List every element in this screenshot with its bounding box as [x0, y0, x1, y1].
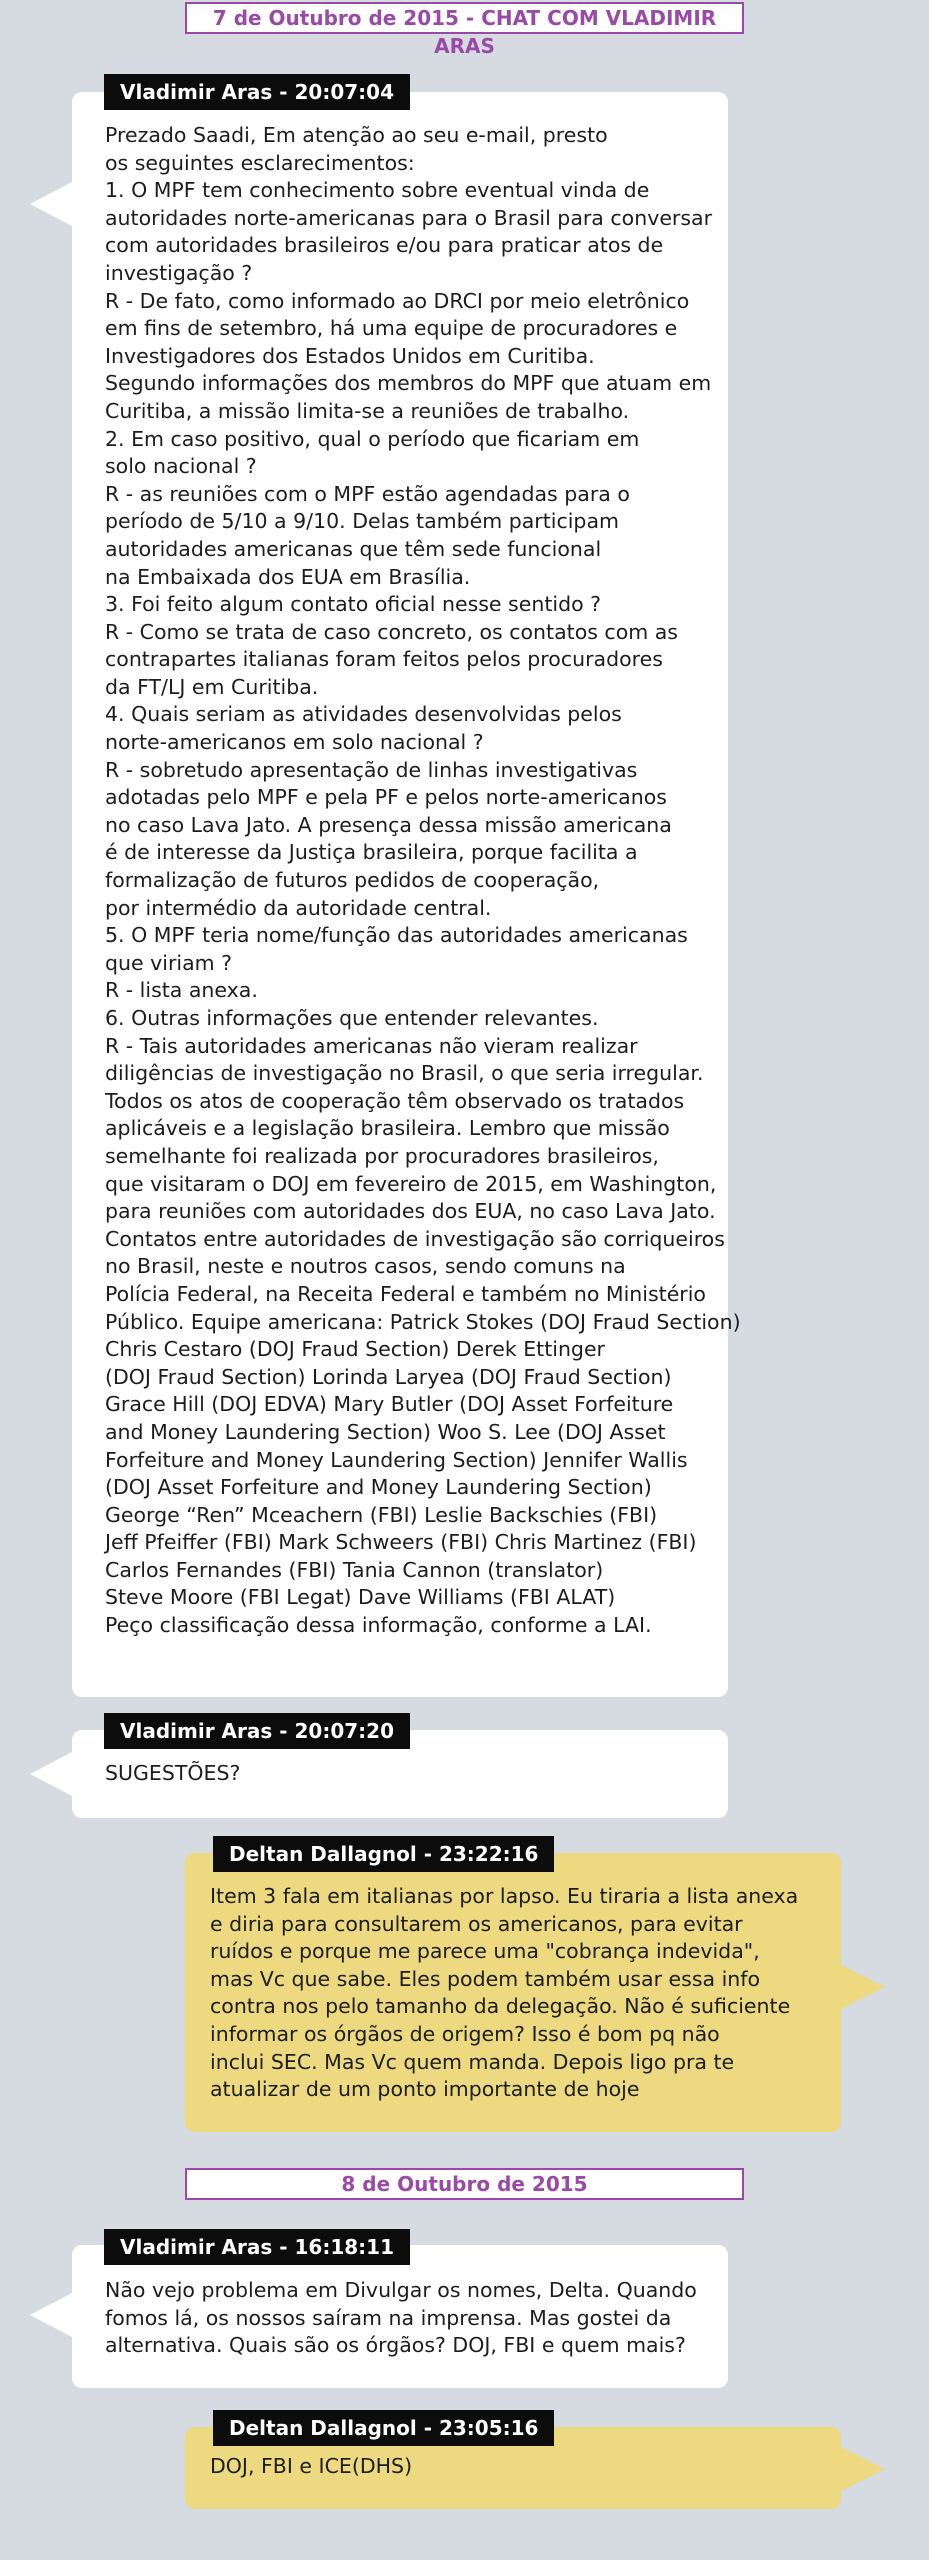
bubble-tail: [30, 1752, 72, 1796]
bubble-tail: [30, 182, 72, 226]
sender-label: Vladimir Aras - 16:18:11: [104, 2229, 410, 2265]
message-text: SUGESTÕES?: [105, 1761, 241, 1785]
sender-label: Vladimir Aras - 20:07:20: [104, 1713, 410, 1749]
date-header: 7 de Outubro de 2015 - CHAT COM VLADIMIR ARAS: [185, 2, 744, 34]
bubble-tail: [841, 2447, 885, 2491]
message-bubble: [185, 1853, 841, 2132]
date-header: 8 de Outubro de 2015: [185, 2168, 744, 2200]
message-bubble: [72, 2245, 728, 2388]
bubble-tail: [30, 2293, 72, 2337]
sender-label: Deltan Dallagnol - 23:22:16: [213, 1836, 554, 1872]
message-text: Não vejo problema em Divulgar os nomes, Delta. Quando fomos lá, os nossos saíram na imprensa. Mas gostei da alternativa. Quais são os órgãos? DOJ, FBI e quem mais?: [105, 2278, 697, 2358]
message-text: DOJ, FBI e ICE(DHS): [210, 2454, 413, 2478]
bubble-tail: [841, 1965, 885, 2009]
sender-label: Vladimir Aras - 20:07:04: [104, 74, 410, 110]
message-text: Item 3 fala em italianas por lapso. Eu tiraria a lista anexa e diria para consultarem os americanos, para evitar ruídos e porque me parece uma "cobrança indevida", mas Vc que sabe. Eles podem também usar essa info contra nos pelo tamanho da delegação. Não é suficiente informar os órgãos de origem? Isso é bom pq não inclui SEC. Mas Vc quem manda. Depois ligo pra te atualizar de um ponto importante de hoje: [210, 1884, 799, 2102]
message-text: Prezado Saadi, Em atenção ao seu e-mail, presto os seguintes esclarecimentos: 1. O MPF tem conhecimento sobre eventual vinda de autoridades norte-americanas para o Brasil para conversar com autoridades brasileiros e/ou para praticar atos de investigação ? R - De fato, como informado ao DRCI por meio eletrônico em fins de setembro, há uma equipe de procuradores e Investigadores dos Estados Unidos em Curitiba. Segundo informações dos membros do MPF que atuam em Curitiba, a missão limita-se a reuniões de trabalho. 2. Em caso positivo, qual o período que ficariam em solo nacional ? R - as reuniões com o MPF estão agendadas para o período de 5/10 a 9/10. Delas também participam autoridades americanas que têm sede funcional na Embaixada dos EUA em Brasília. 3. Foi feito algum contato oficial nesse sentido ? R - Como se trata de caso concreto, os contatos com as contrapartes italianas foram feitos pelos procuradores da FT/LJ em Curitiba. 4. Quais seriam as atividades desenvolvidas pelos norte-americanos em solo nacional ? R - sobretudo apresentação de linhas investigativas adotadas pelo MPF e pela PF e pelos norte-americanos no caso Lava Jato. A presença dessa missão americana é de interesse da Justiça brasileira, porque facilita a formalização de futuros pedidos de cooperação, por intermédio da autoridade central. 5. O MPF teria nome/função das autoridades americanas que viriam ? R - lista anexa. 6. Outras informações que entender relevantes. R - Tais autoridades americanas não vieram realizar diligências de investigação no Brasil, o que seria irregular. Todos os atos de cooperação têm observado os tratados aplicáveis e a legislação brasileira. Lembro que missão semelhante foi realizada por procuradores brasileiros, que visitaram o DOJ em fevereiro de 2015, em Washington, para reuniões com autoridades dos EUA, no caso Lava Jato. Contatos entre autoridades de investigação são corriqueiros no Brasil, neste e noutros casos, sendo comuns na Polícia Federal, na Receita Federal e também no Ministério Público. Equipe americana: Patrick Stokes (DOJ Fraud Section) Chris Cestaro (DOJ Fraud Section) Derek Ettinger (DOJ Fraud Section) Lorinda Laryea (DOJ Fraud Section) Grace Hill (DOJ EDVA) Mary Butler (DOJ Asset Forfeiture and Money Laundering Section) Woo S. Lee (DOJ Asset Forfeiture and Money Laundering Section) Jennifer Wallis (DOJ Asset Forfeiture and Money Laundering Section) George “Ren” Mceachern (FBI) Leslie Backschies (FBI) Jeff Pfeiffer (FBI) Mark Schweers (FBI) Chris Martinez (FBI) Carlos Fernandes (FBI) Tania Cannon (translator) Steve Moore (FBI Legat) Dave Williams (FBI ALAT) Peço classificação dessa informação, conforme a LAI.: [105, 123, 741, 1638]
sender-label: Deltan Dallagnol - 23:05:16: [213, 2410, 554, 2446]
message-bubble: [72, 92, 741, 1697]
